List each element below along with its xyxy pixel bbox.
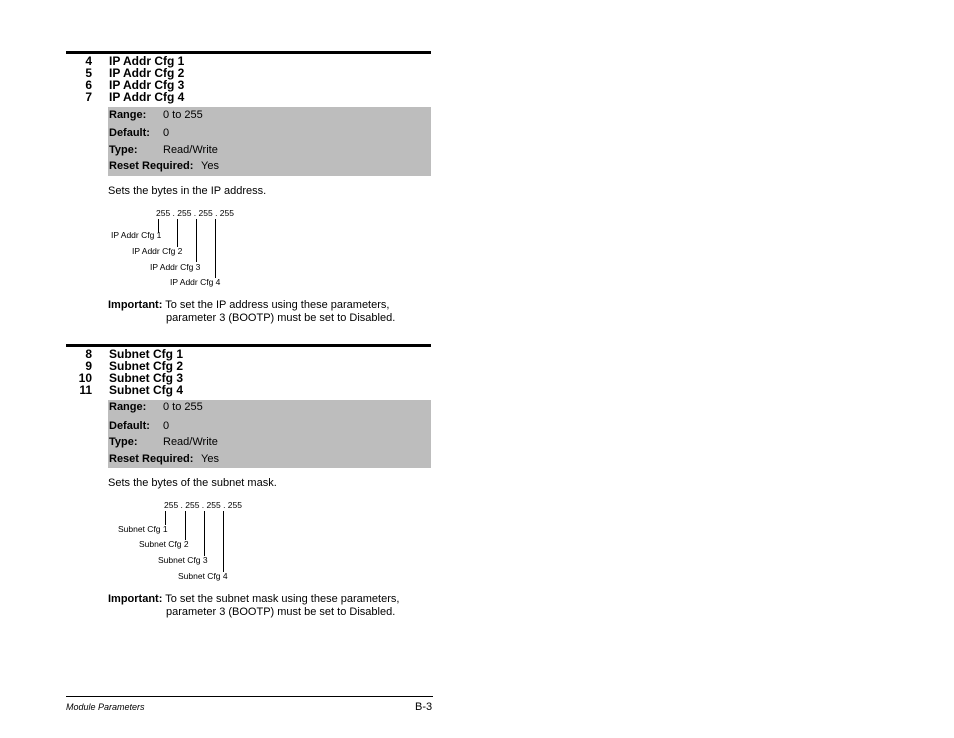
subnet-important-note bbox=[108, 593, 399, 619]
param-number: 5 bbox=[85, 66, 92, 80]
default-value: 0 bbox=[163, 127, 170, 139]
range-value: 0 to 255 bbox=[163, 401, 203, 413]
subnet-address-template: 255 . 255 . 255 . 255 bbox=[164, 500, 242, 510]
diagram-label: Subnet Cfg 3 bbox=[158, 555, 208, 565]
important-line bbox=[108, 593, 399, 606]
range-value: 0 to 255 bbox=[163, 109, 203, 121]
important-text: parameter 3 (BOOTP) must be set to Disabled. bbox=[166, 606, 396, 618]
ip-description: Sets the bytes in the IP address. bbox=[108, 185, 267, 197]
diagram-line bbox=[165, 511, 166, 525]
important-text: parameter 3 (BOOTP) must be set to Disabled. bbox=[166, 312, 396, 324]
default-label: Default: bbox=[109, 127, 150, 139]
reset-label: Reset Required: bbox=[109, 453, 194, 465]
param-name: IP Addr Cfg 4 bbox=[109, 90, 185, 104]
diagram-line bbox=[215, 219, 216, 278]
param-name: IP Addr Cfg 2 bbox=[109, 66, 185, 80]
footer-section-title: Module Parameters bbox=[66, 702, 145, 712]
ip-address-template: 255 . 255 . 255 . 255 bbox=[156, 208, 234, 218]
subnet-description: Sets the bytes of the subnet mask. bbox=[108, 477, 277, 489]
diagram-line bbox=[223, 511, 224, 572]
diagram-line bbox=[196, 219, 197, 262]
param-number: 8 bbox=[85, 347, 92, 361]
param-name: Subnet Cfg 1 bbox=[109, 347, 183, 361]
page-number: B-3 bbox=[415, 701, 433, 713]
diagram-label: IP Addr Cfg 2 bbox=[132, 246, 183, 256]
important-label: Important: bbox=[108, 299, 163, 311]
diagram-line bbox=[185, 511, 186, 540]
range-label: Range: bbox=[109, 109, 147, 121]
diagram-label: Subnet Cfg 2 bbox=[139, 539, 189, 549]
type-value: Read/Write bbox=[163, 144, 218, 156]
important-line bbox=[108, 606, 399, 619]
reset-label: Reset Required: bbox=[109, 160, 194, 172]
default-value: 0 bbox=[163, 420, 170, 432]
param-number: 9 bbox=[85, 359, 92, 373]
param-number: 7 bbox=[85, 90, 92, 104]
ip-important-note bbox=[108, 299, 395, 325]
type-label: Type: bbox=[109, 436, 138, 448]
param-number: 6 bbox=[85, 78, 92, 92]
diagram-label: IP Addr Cfg 1 bbox=[111, 230, 162, 240]
diagram-label: IP Addr Cfg 3 bbox=[150, 262, 201, 272]
param-name: Subnet Cfg 3 bbox=[109, 371, 183, 385]
important-line bbox=[108, 299, 395, 312]
ip-properties-box bbox=[108, 107, 431, 176]
type-value: Read/Write bbox=[163, 436, 218, 448]
important-line bbox=[108, 312, 395, 325]
diagram-label: Subnet Cfg 4 bbox=[178, 571, 228, 581]
range-label: Range: bbox=[109, 401, 147, 413]
type-label: Type: bbox=[109, 144, 138, 156]
diagram-line bbox=[204, 511, 205, 556]
important-text: To set the IP address using these parameters, bbox=[165, 299, 390, 311]
param-number: 10 bbox=[78, 371, 92, 385]
important-text: To set the subnet mask using these parameters, bbox=[165, 593, 400, 605]
diagram-label: Subnet Cfg 1 bbox=[118, 524, 168, 534]
param-name: Subnet Cfg 4 bbox=[109, 383, 183, 397]
param-name: Subnet Cfg 2 bbox=[109, 359, 183, 373]
diagram-label: IP Addr Cfg 4 bbox=[170, 277, 221, 287]
param-name: IP Addr Cfg 3 bbox=[109, 78, 185, 92]
param-number: 11 bbox=[79, 383, 92, 397]
subnet-properties-box bbox=[108, 400, 431, 468]
diagram-line bbox=[177, 219, 178, 247]
param-name: IP Addr Cfg 1 bbox=[109, 54, 185, 68]
reset-value: Yes bbox=[201, 160, 219, 172]
param-number: 4 bbox=[85, 54, 92, 68]
important-label: Important: bbox=[108, 593, 163, 605]
reset-value: Yes bbox=[201, 453, 219, 465]
default-label: Default: bbox=[109, 420, 150, 432]
footer-rule bbox=[66, 696, 433, 697]
